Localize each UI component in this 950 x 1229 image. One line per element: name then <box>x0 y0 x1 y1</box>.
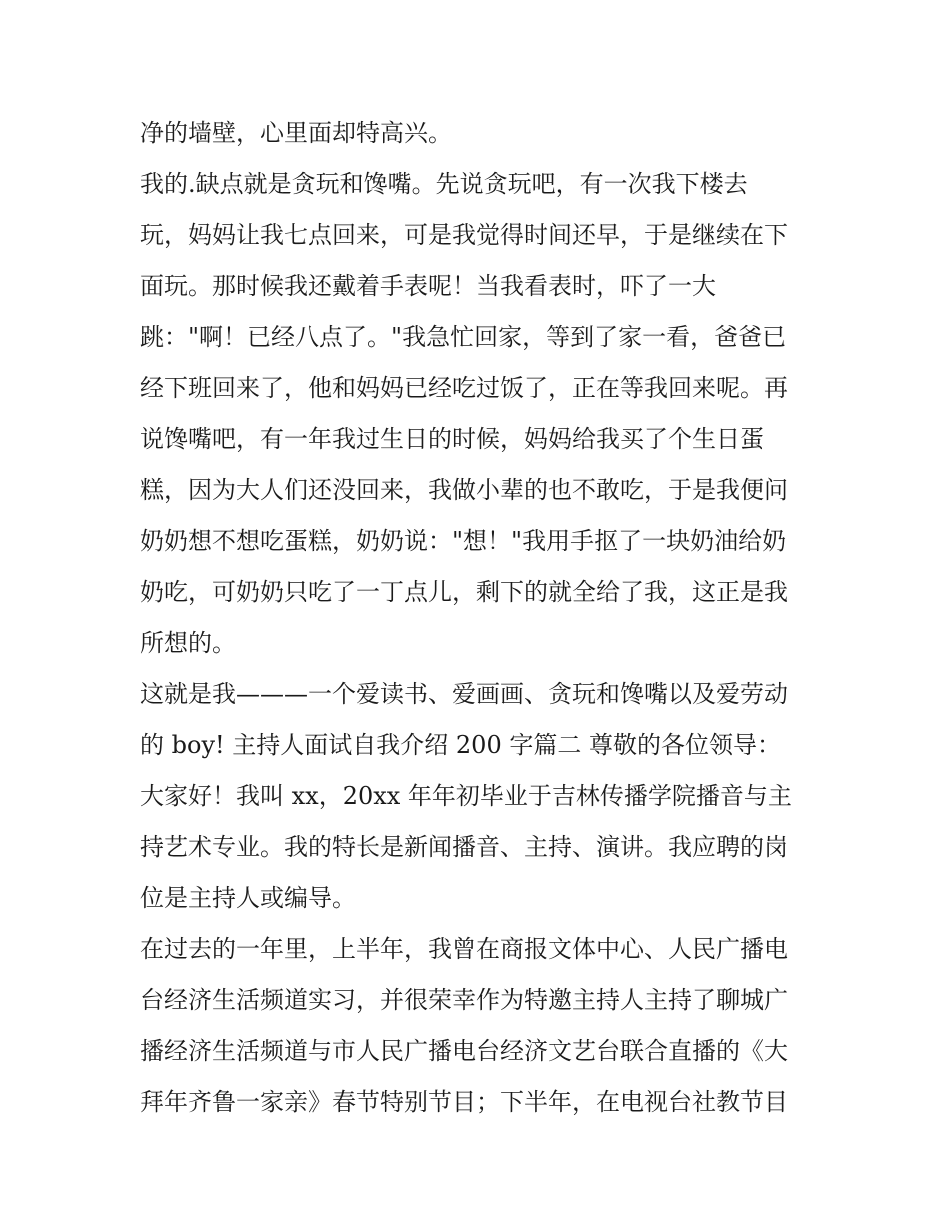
text-line: 这就是我———一个爱读书、爱画画、贪玩和馋嘴以及爱劳动 <box>140 680 788 708</box>
text-line: 在过去的一年里，上半年，我曾在商报文体中心、人民广播电 <box>140 935 788 963</box>
text-line: 台经济生活频道实习，并很荣幸作为特邀主持人主持了聊城广 <box>140 986 788 1014</box>
text-line: 面玩。那时候我还戴着手表呢！当我看表时，吓了一大 <box>140 272 716 300</box>
text-line: 净的墙壁，心里面却特高兴。 <box>140 119 452 147</box>
text-line: 奶吃，可奶奶只吃了一丁点儿，剩下的就全给了我，这正是我 <box>140 578 788 606</box>
text-line: 跳："啊！已经八点了。"我急忙回家，等到了家一看，爸爸已 <box>140 323 787 351</box>
text-line: 所想的。 <box>140 629 236 657</box>
text-line: 奶奶想不想吃蛋糕，奶奶说："想！"我用手抠了一块奶油给奶 <box>140 527 787 555</box>
text-line: 位是主持人或编导。 <box>140 884 356 912</box>
text-line: 经下班回来了，他和妈妈已经吃过饭了，正在等我回来呢。再 <box>140 374 788 402</box>
text-line: 我的.缺点就是贪玩和馋嘴。先说贪玩吧，有一次我下楼去 <box>140 170 748 198</box>
text-line: 大家好！我叫 xx，20xx 年年初毕业于吉林传播学院播音与主 <box>140 782 792 810</box>
text-line: 的 boy! 主持人面试自我介绍 200 字篇二 尊敬的各位领导： <box>140 731 781 759</box>
text-line: 说馋嘴吧，有一年我过生日的时候，妈妈给我买了个生日蛋 <box>140 425 764 453</box>
text-line: 糕，因为大人们还没回来，我做小辈的也不敢吃，于是我便问 <box>140 476 788 504</box>
text-line: 玩，妈妈让我七点回来，可是我觉得时间还早，于是继续在下 <box>140 221 788 249</box>
text-line: 拜年齐鲁一家亲》春节特别节目；下半年，在电视台社教节目 <box>140 1088 788 1116</box>
body-text <box>140 108 820 1128</box>
text-line: 持艺术专业。我的特长是新闻播音、主持、演讲。我应聘的岗 <box>140 833 788 861</box>
text-line: 播经济生活频道与市人民广播电台经济文艺台联合直播的《大 <box>140 1037 788 1065</box>
